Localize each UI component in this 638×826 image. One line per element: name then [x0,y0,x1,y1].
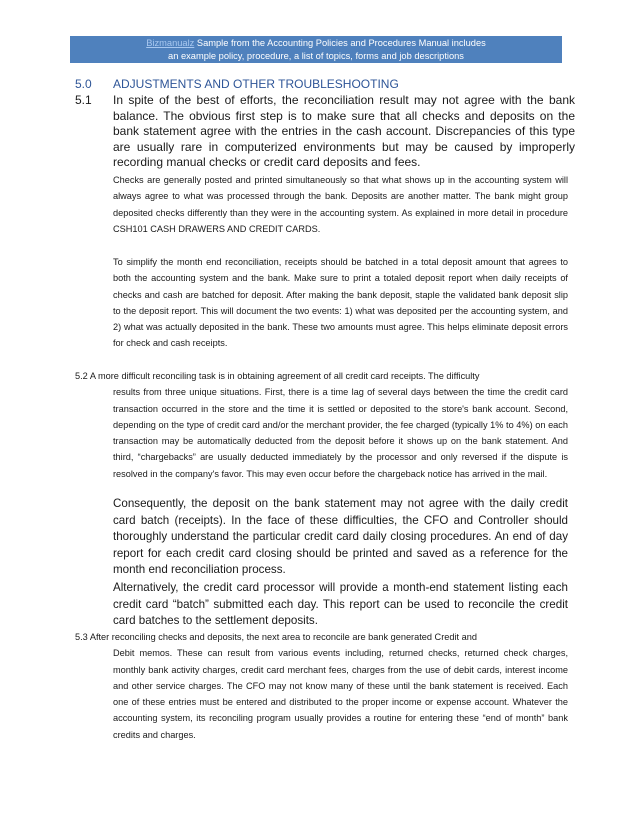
section-5-1-text: In spite of the best of efforts, the reconciliation result may not agree with the bank balance. The obvious first step is to make sure that all checks and deposits on the bank statement agree with the entries in the cash account. Discrepancies of this type are usually rare in computerized environments but may be caused by improperly recording manual checks or credit card deposits and fees. [113,93,575,169]
section-5-3 [75,629,568,743]
paragraph-month-end-simplify: To simplify the month end reconciliation, receipts should be batched in a total deposit amount that agrees to both the accounting system and the bank. Make sure to print a totaled deposit report when daily receipts of checks and cash are batched for deposit. After making the bank deposit, staple the validated bank deposit slip to the deposit report. This will document the two events: 1) what was deposited per the accounting system, and 2) what was actually deposited in the bank. These two amounts must agree. This helps eliminate deposit errors for check and cash receipts. [113,257,568,349]
banner-line-1 [70,37,562,50]
section-5-3-text: Debit memos. These can result from various events including, returned checks, returned check charges, monthly bank activity charges, credit card merchant fees, charges from the use of debit cards, interest income and other service charges. The CFO may not know many of these until the bank statement is received. Each one of these entries must be entered and distributed to the proper income or expense account. Whatever the accounting system, its reconciling program usually provides a routine for entering these “end of month” bank credits and charges. [113,648,568,740]
paragraph-consequently: Consequently, the deposit on the bank statement may not agree with the daily credit card batch (receipts). In the face of these difficulties, the CFO and Controller should thoroughly understand the particular credit card daily closing procedures. An end of day report for each credit card closing should be printed and saved as a reference for the month end reconciliation process. [113,497,568,576]
section-5-2-first-line: 5.2 A more difficult reconciling task is in obtaining agreement of all credit card receipts. The difficulty [75,371,480,381]
section-5-1-number: 5.1 [75,93,92,107]
section-number: 5.0 [75,77,92,91]
paragraph-alternatively: Alternatively, the credit card processor will provide a month-end statement listing each credit card “batch” submitted each day. This report can be used to reconcile the credit card batches to the settlement deposits. [113,581,568,627]
section-5-1 [75,93,575,171]
banner-line-1-text: Sample from the Accounting Policies and Procedures Manual includes [194,38,486,48]
sample-banner [70,36,562,63]
section-5-2 [75,368,568,482]
bizmanualz-link[interactable]: Bizmanualz [146,38,195,48]
banner-line-2: an example policy, procedure, a list of topics, forms and job descriptions [168,51,464,61]
paragraph-checks-posted: Checks are generally posted and printed simultaneously so that what shows up in the accounting system will always agree to what was processed through the bank. Deposits are another matter. The bank might group deposited checks differently than they were in the accounting system. As explained in more detail in procedure CSH101 CASH DRAWERS AND CREDIT CARDS. [113,175,568,234]
section-5-2-text: results from three unique situations. First, there is a time lag of several days between the time the credit card transaction occurred in the store and the time it is settled or deposited to the store's bank account. Second, depending on the type of credit card and/or the merchant provider, the fee charged (typically 1% to 4%) on each transaction may be automatically deducted from the deposit before it shows up on the bank statement. And third, “chargebacks” are usually deducted immediately by the processor and only reversed if the dispute is resolved in the company's favor. This may even occur before the chargeback notice has arrived in the mail. [113,387,568,479]
section-5-3-first-line: 5.3 After reconciling checks and deposits, the next area to reconcile are bank generated Credit and [75,632,477,642]
section-title: ADJUSTMENTS AND OTHER TROUBLESHOOTING [113,77,399,91]
